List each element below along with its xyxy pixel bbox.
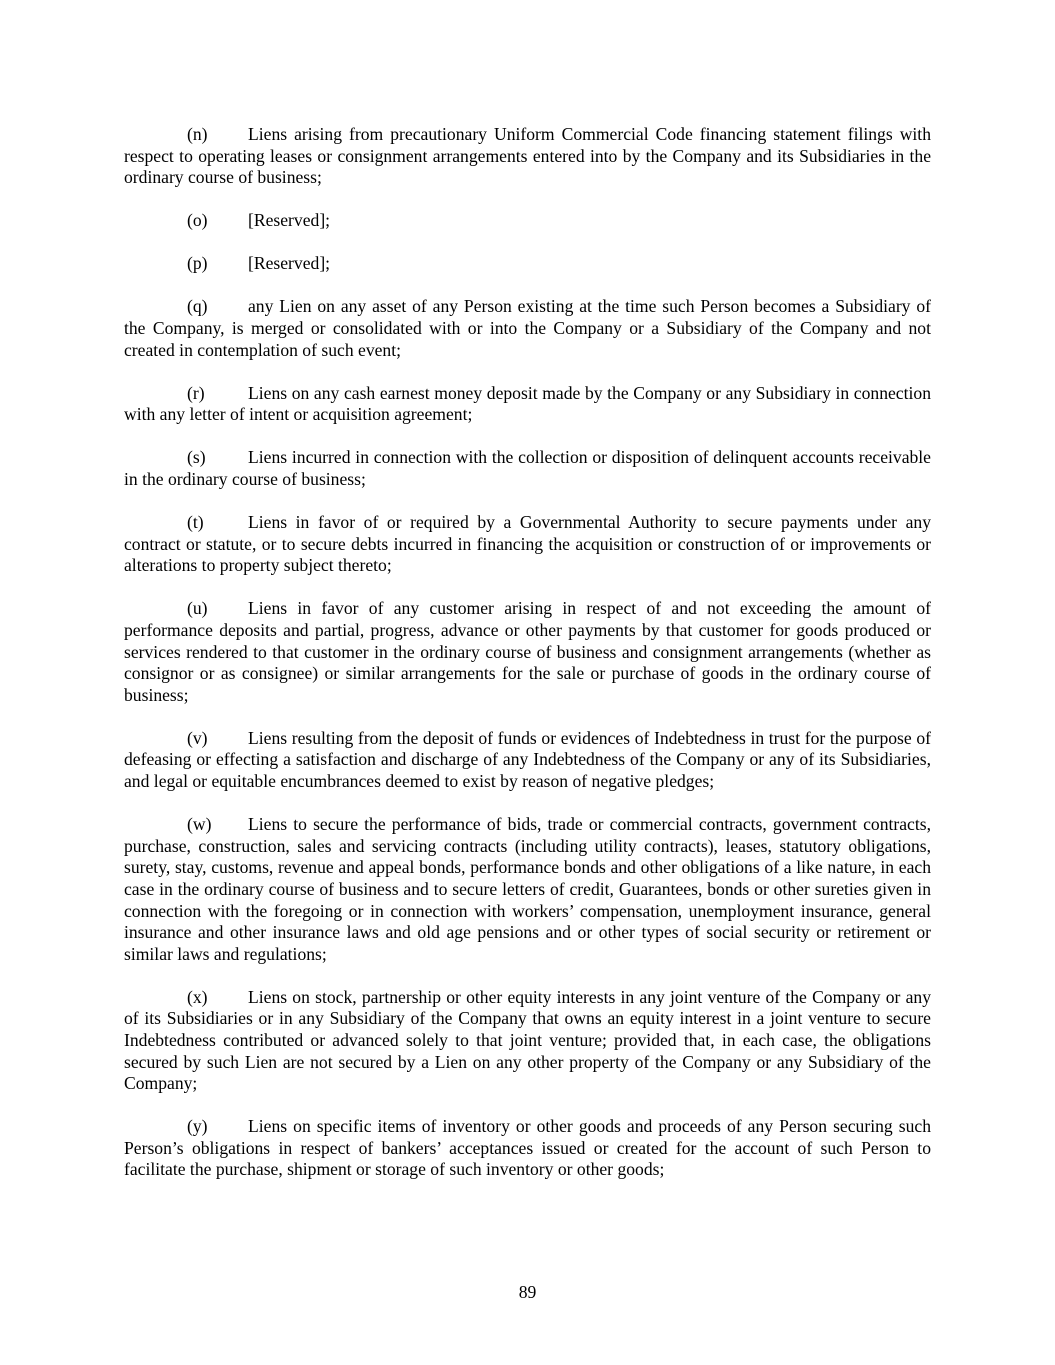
- clause-text: Liens resulting from the deposit of funds or evidences of Indebtedness in trust for the purpose of defeasing or effecting a satisfaction and discharge of any Indebtedness of the Company or any of its Subsidiaries, and legal or equitable encumbrances deemed to exist by reason of negative pledges;: [124, 727, 931, 792]
- clause-marker: (q): [187, 296, 208, 317]
- clause-text: Liens in favor of or required by a Governmental Authority to secure payments under any contract or statute, or to secure debts incurred in financing the acquisition or construction of or improvements or alterations to property subject thereto;: [124, 512, 931, 576]
- clause-x: [124, 987, 931, 1095]
- document-body: [124, 124, 931, 1203]
- clause-v: [124, 728, 931, 793]
- clause-marker: (s): [187, 447, 206, 468]
- clause-text: Liens on stock, partnership or other equity interests in any joint venture of the Company or any of its Subsidiaries or in any Subsidiary of the Company that owns an equity interest in a joint venture to secure Indebtedness contributed or advanced solely to that joint venture; provided that, in each case, the obligations secured by such Lien are not secured by a Lien on any other property of the Company or any Subsidiary of the Company;: [124, 986, 931, 1094]
- clause-w: [124, 814, 931, 965]
- clause-q: [124, 296, 931, 361]
- clause-text: [Reserved];: [248, 253, 331, 274]
- clause-marker: (o): [187, 210, 208, 231]
- clause-n: [124, 124, 931, 189]
- clause-marker: (p): [187, 253, 208, 274]
- clause-r: [124, 383, 931, 426]
- clause-text: Liens on specific items of inventory or other goods and proceeds of any Person securing such Person’s obligations in respect of bankers’ acceptances issued or created for the account of such Person to facilitate the purchase, shipment or storage of such inventory or other goods;: [124, 1116, 931, 1180]
- clause-text: Liens in favor of any customer arising in respect of and not exceeding the amount of performance deposits and partial, progress, advance or other payments by that customer for goods produced or services rendered to that customer in the ordinary course of business and consignment arrangements (whether as consignor or as consignee) or similar arrangements for the sale or purchase of goods in the ordinary course of business;: [124, 598, 931, 705]
- clause-marker: (y): [187, 1116, 208, 1137]
- clause-marker: (n): [187, 124, 208, 144]
- clause-text: Liens incurred in connection with the collection or disposition of delinquent accounts receivable in the ordinary course of business;: [124, 447, 931, 490]
- clause-y: [124, 1116, 931, 1181]
- clause-marker: (t): [187, 512, 204, 533]
- clause-marker: (x): [187, 986, 208, 1007]
- clause-u: [124, 598, 931, 706]
- clause-text: any Lien on any asset of any Person existing at the time such Person becomes a Subsidiary of the Company, is merged or consolidated with or into the Company or a Subsidiary of the Company and not created in contemplation of such event;: [124, 296, 931, 360]
- clause-marker: (u): [187, 598, 208, 619]
- clause-o: [124, 210, 931, 232]
- clause-s: [124, 447, 931, 490]
- clause-text: [Reserved];: [248, 210, 331, 231]
- clause-t: [124, 512, 931, 577]
- clause-p: [124, 253, 931, 275]
- clause-text: Liens arising from precautionary Uniform Commercial Code financing statement filings with respect to operating leases or consignment arrangements entered into by the Company and its Subsidiaries in the ordinary course of business;: [124, 124, 931, 188]
- clause-text: Liens to secure the performance of bids, trade or commercial contracts, government contracts, purchase, construction, sales and servicing contracts (including utility contracts), leases, statutory obligations, surety, stay, customs, revenue and appeal bonds, performance bonds and other obligations of a like nature, in each case in the ordinary course of business and to secure letters of credit, Guarantees, bonds or other sureties given in connection with the foregoing or in connection with workers’ compensation, unemployment insurance, general insurance and other insurance laws and old age pensions and or other types of social security or retirement or similar laws and regulations;: [124, 814, 931, 964]
- clause-marker: (r): [187, 382, 205, 403]
- clause-text: Liens on any cash earnest money deposit made by the Company or any Subsidiary in connection with any letter of intent or acquisition agreement;: [124, 382, 931, 425]
- clause-marker: (v): [187, 727, 208, 748]
- clause-marker: (w): [187, 814, 212, 835]
- page-number: 89: [518, 1282, 537, 1302]
